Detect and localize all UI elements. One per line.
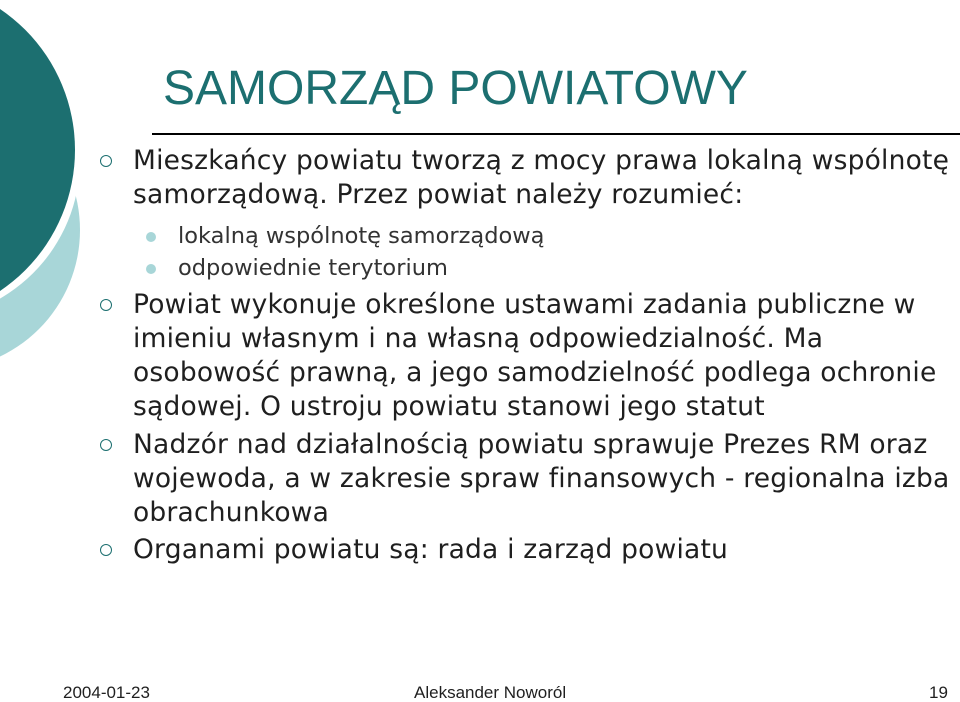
sub-bullet-item: [100, 220, 950, 252]
bullet-text: Mieszkańcy powiatu tworzą z mocy prawa lokalną wspólnotę samorządową. Przez powiat należy rozumieć:: [133, 145, 950, 211]
bullet-item: [100, 533, 950, 567]
slide-content: [100, 144, 950, 567]
footer-author: Aleksander Noworól: [414, 683, 567, 702]
bullet-item: [100, 288, 950, 425]
sub-bullet-text: odpowiednie terytorium: [178, 254, 448, 281]
hollow-circle-bullet-icon: [100, 544, 112, 556]
sub-bullet-item: [100, 252, 950, 284]
footer-date: 2004-01-23: [63, 683, 150, 702]
slide-title: SAMORZĄD POWIATOWY: [163, 62, 748, 115]
bullet-text: Nadzór nad działalnością powiatu sprawuje Prezes RM oraz wojewoda, a w zakresie spraw finansowych - regionalna izba obrachunkowa: [133, 428, 950, 529]
hollow-circle-bullet-icon: [100, 439, 112, 451]
bullet-item: [100, 428, 950, 531]
title-underline: [152, 133, 960, 135]
hollow-circle-bullet-icon: [100, 299, 112, 311]
sub-bullet-text: lokalną wspólnotę samorządową: [178, 222, 545, 249]
bullet-item: [100, 144, 950, 213]
bullet-text: Organami powiatu są: rada i zarząd powiatu: [133, 533, 729, 565]
hollow-circle-bullet-icon: [100, 155, 112, 167]
footer-page-number: 19: [929, 683, 948, 702]
bullet-text: Powiat wykonuje określone ustawami zadania publiczne w imieniu własnym i na własną odpowiedzialność. Ma osobowość prawną, a jego samodzielność podlega ochronie sądowej. O ustroju powiatu stanowi jego statut: [133, 288, 937, 423]
filled-dot-bullet-icon: [146, 232, 156, 242]
filled-dot-bullet-icon: [146, 264, 156, 274]
